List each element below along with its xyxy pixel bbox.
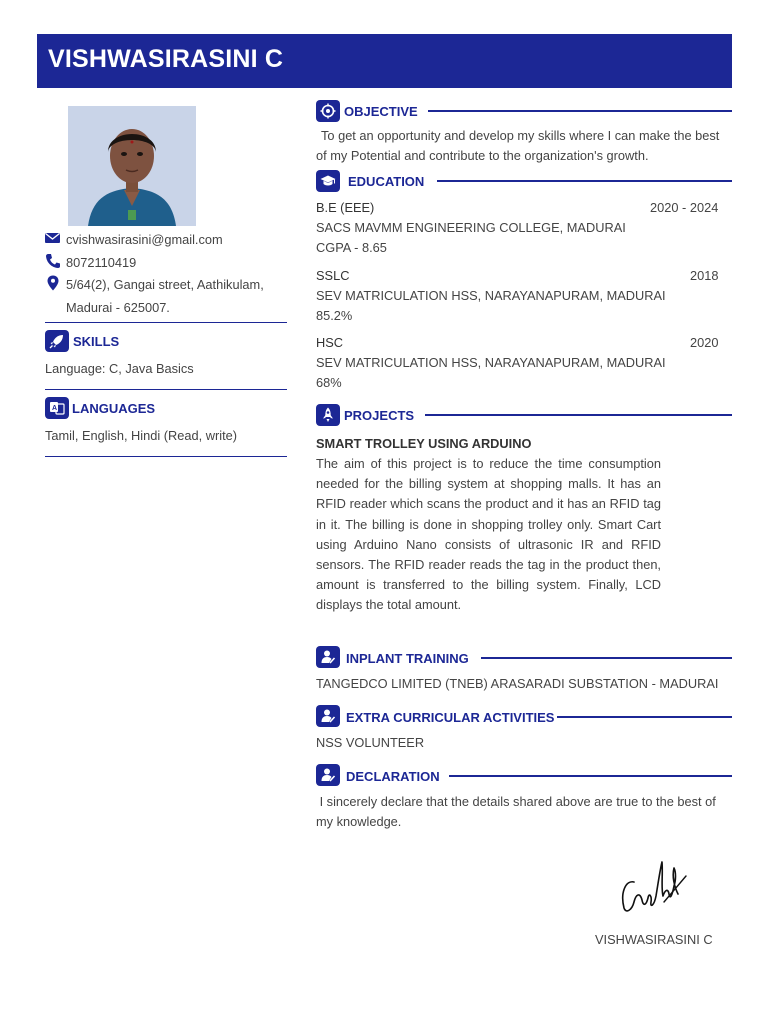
section-rule (428, 110, 732, 112)
location-pin-icon (45, 275, 61, 291)
section-rule (449, 775, 732, 777)
header-bar (37, 34, 732, 88)
envelope-icon (45, 230, 61, 246)
education-degree: B.E (EEE) (316, 200, 375, 215)
address-line2: Madurai - 625007. (66, 300, 170, 315)
objective-text: To get an opportunity and develop my skills where I can make the best of my Potential and contribute to the organization's growth. (316, 128, 720, 164)
education-years: 2020 - 2024 (650, 200, 719, 215)
skills-text: Language: C, Java Basics (45, 361, 194, 376)
extra-title: EXTRA CURRICULAR ACTIVITIES (346, 710, 555, 725)
inplant-text: TANGEDCO LIMITED (TNEB) ARASARADI SUBSTATION - MADURAI (316, 676, 719, 691)
divider (45, 456, 287, 457)
project-title: SMART TROLLEY USING ARDUINO (316, 436, 532, 451)
skills-title: SKILLS (73, 334, 120, 349)
education-institution: SEV MATRICULATION HSS, NARAYANAPURAM, MADURAI (316, 355, 666, 370)
extra-text: NSS VOLUNTEER (316, 735, 425, 750)
section-rule (425, 414, 732, 416)
profile-photo (68, 106, 196, 226)
rocket-icon (45, 330, 69, 352)
user-icon (316, 705, 340, 727)
education-degree: HSC (316, 335, 344, 350)
declaration-title: DECLARATION (346, 769, 440, 784)
candidate-name: VISHWASIRASINI C (48, 45, 284, 73)
languages-title: LANGUAGES (72, 401, 156, 416)
projects-title: PROJECTS (344, 408, 415, 423)
svg-text:A: A (52, 405, 58, 412)
education-institution: SEV MATRICULATION HSS, NARAYANAPURAM, MADURAI (316, 288, 666, 303)
education-score: 68% (316, 375, 342, 390)
user-icon (316, 646, 340, 668)
section-rule (557, 716, 732, 718)
divider (45, 389, 287, 390)
education-degree: SSLC (316, 268, 350, 283)
section-rule (437, 180, 732, 182)
signature-image (616, 856, 688, 918)
section-rule (481, 657, 732, 659)
education-years: 2018 (690, 268, 719, 283)
project-description: The aim of this project is to reduce the time consumption needed for the billing system at shopping malls. It has an RFID reader which scans the product and it has an RFID tag in it. The billing is done in shopping trolley only. Smart Cart using Arduino Nano consists of ultrasonic IR and RFID sensors. The RFID reader reads the tag in the product then, amount is transferred to the billing system. Finally, LCD displays the total amount. (316, 456, 661, 613)
education-title: EDUCATION (348, 174, 425, 189)
education-institution: SACS MAVMM ENGINEERING COLLEGE, MADURAI (316, 220, 626, 235)
email-text: cvishwasirasini@gmail.com (66, 232, 223, 247)
rocket-icon (316, 404, 340, 426)
declaration-text: I sincerely declare that the details shared above are true to the best of my knowledge. (316, 794, 720, 830)
languages-text: Tamil, English, Hindi (Read, write) (45, 428, 238, 443)
inplant-title: INPLANT TRAINING (346, 651, 469, 666)
education-score: CGPA - 8.65 (316, 240, 387, 255)
address-line1: 5/64(2), Gangai street, Aathikulam, (66, 277, 264, 292)
graduation-cap-icon (316, 170, 340, 192)
target-icon (316, 100, 340, 122)
user-icon (316, 764, 340, 786)
phone-icon (45, 253, 61, 269)
education-score: 85.2% (316, 308, 353, 323)
objective-title: OBJECTIVE (344, 104, 418, 119)
divider (45, 322, 287, 323)
language-icon (45, 397, 69, 419)
education-years: 2020 (690, 335, 719, 350)
signature-name: VISHWASIRASINI C (595, 932, 713, 947)
phone-text: 8072110419 (66, 255, 137, 270)
